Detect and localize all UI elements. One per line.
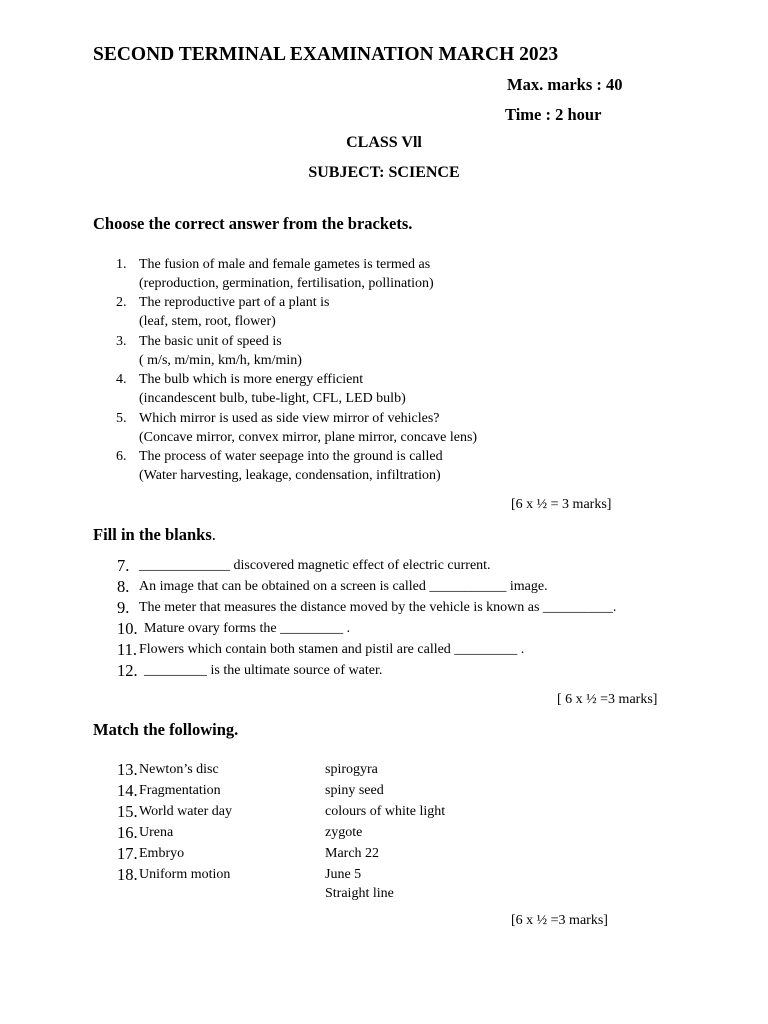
question-text: The fusion of male and female gametes is termed as bbox=[139, 257, 431, 272]
question-number: 8. bbox=[117, 577, 130, 596]
match-term: Uniform motion bbox=[139, 867, 231, 882]
question-number: 1. bbox=[116, 257, 127, 272]
question-options: (reproduction, germination, fertilisation, pollination) bbox=[139, 276, 434, 291]
question-text: The reproductive part of a plant is bbox=[139, 295, 330, 310]
question-number: 18. bbox=[117, 865, 138, 884]
question-number: 12. bbox=[117, 661, 138, 680]
question-number: 17. bbox=[117, 844, 138, 863]
match-term: Embryo bbox=[139, 846, 185, 861]
blanks-marks: [ 6 x ½ =3 marks] bbox=[557, 692, 658, 707]
exam-time: Time : 2 hour bbox=[505, 105, 602, 124]
subject-label: SUBJECT: SCIENCE bbox=[308, 164, 460, 181]
question-text: _________ is the ultimate source of water. bbox=[144, 663, 383, 678]
question-number: 3. bbox=[116, 334, 127, 349]
match-answer: colours of white light bbox=[325, 804, 446, 819]
question-number: 6. bbox=[116, 449, 127, 464]
max-marks: Max. marks : 40 bbox=[507, 75, 623, 94]
question-number: 4. bbox=[116, 372, 127, 387]
mcq-heading: Choose the correct answer from the brackets. bbox=[93, 214, 413, 233]
question-text: _____________ discovered magnetic effect of electric current. bbox=[139, 558, 491, 573]
match-heading: Match the following. bbox=[93, 720, 239, 739]
match-marks: [6 x ½ =3 marks] bbox=[511, 913, 608, 928]
match-term: Newton’s disc bbox=[139, 762, 219, 777]
question-number: 2. bbox=[116, 295, 127, 310]
question-text: The bulb which is more energy efficient bbox=[139, 372, 364, 387]
match-term: Urena bbox=[139, 825, 174, 840]
match-answer: spirogyra bbox=[325, 762, 378, 777]
blanks-heading-text: Fill in the blanks bbox=[93, 525, 212, 544]
match-term: World water day bbox=[139, 804, 232, 819]
class-label: CLASS Vll bbox=[346, 134, 422, 151]
question-text: Mature ovary forms the _________ . bbox=[144, 621, 351, 636]
match-term: Fragmentation bbox=[139, 783, 221, 798]
question-number: 16. bbox=[117, 823, 138, 842]
question-number: 5. bbox=[116, 411, 127, 426]
blanks-heading-period: . bbox=[211, 525, 216, 544]
question-number: 15. bbox=[117, 802, 138, 821]
question-options: (Concave mirror, convex mirror, plane mirror, concave lens) bbox=[139, 430, 478, 445]
question-options: ( m/s, m/min, km/h, km/min) bbox=[139, 353, 302, 368]
match-answer: spiny seed bbox=[325, 783, 384, 798]
exam-title: SECOND TERMINAL EXAMINATION MARCH 2023 bbox=[93, 44, 559, 65]
question-number: 7. bbox=[117, 556, 130, 575]
question-options: (leaf, stem, root, flower) bbox=[139, 314, 276, 329]
match-answer: Straight line bbox=[325, 886, 394, 901]
mcq-marks: [6 x ½ = 3 marks] bbox=[511, 497, 612, 512]
question-number: 9. bbox=[117, 598, 130, 617]
question-number: 14. bbox=[117, 781, 138, 800]
blanks-heading bbox=[93, 525, 216, 545]
question-text: An image that can be obtained on a screen is called ___________ image. bbox=[139, 579, 548, 594]
question-number: 11. bbox=[117, 640, 138, 659]
match-answer: June 5 bbox=[325, 867, 362, 882]
question-text: The process of water seepage into the ground is called bbox=[139, 449, 443, 464]
match-answer: zygote bbox=[325, 825, 363, 840]
question-number: 13. bbox=[117, 760, 138, 779]
question-text: Flowers which contain both stamen and pistil are called _________ . bbox=[139, 642, 525, 657]
question-options: (Water harvesting, leakage, condensation, infiltration) bbox=[139, 468, 441, 483]
question-options: (incandescent bulb, tube-light, CFL, LED bulb) bbox=[139, 391, 406, 406]
question-number: 10. bbox=[117, 619, 138, 638]
match-answer: March 22 bbox=[325, 846, 380, 861]
question-text: The meter that measures the distance moved by the vehicle is known as __________. bbox=[139, 600, 617, 615]
question-text: Which mirror is used as side view mirror of vehicles? bbox=[139, 411, 440, 426]
question-text: The basic unit of speed is bbox=[139, 334, 282, 349]
